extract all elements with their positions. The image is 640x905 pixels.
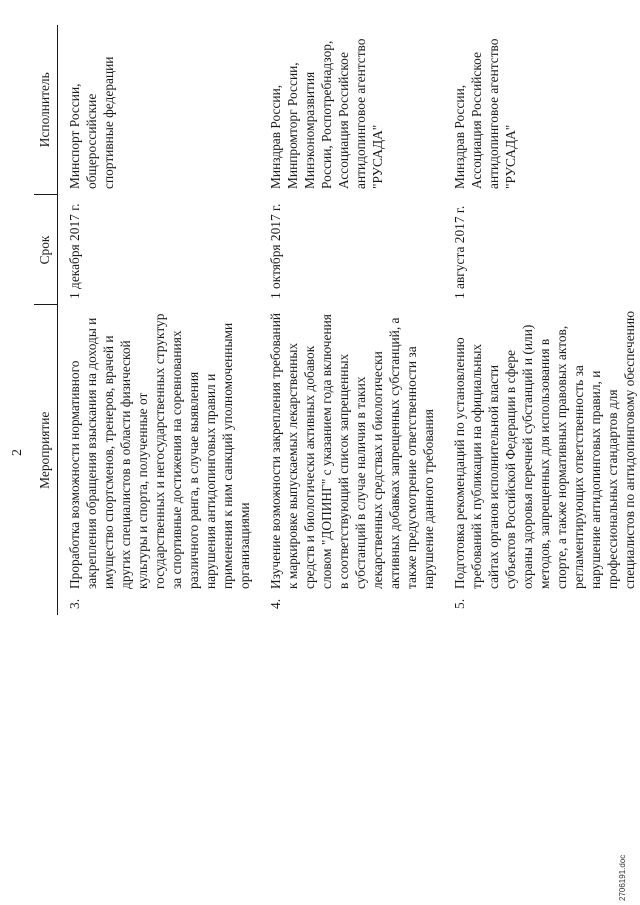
row-deadline: 1 декабря 2017 г. bbox=[67, 203, 82, 299]
row-number: 3. bbox=[67, 598, 82, 609]
row-executor: Минздрав России, Ассоциация Российское антидопинговое агентство "РУСАДА" bbox=[452, 38, 518, 189]
row-executor: Минспорт России, общероссийские спортивные федерации bbox=[67, 56, 116, 189]
measures-table bbox=[34, 25, 640, 615]
row-deadline: 1 октября 2017 г. bbox=[268, 203, 283, 299]
header-executor: Исполнитель bbox=[34, 25, 58, 195]
table-row bbox=[58, 25, 260, 615]
table-header-row bbox=[34, 25, 58, 615]
table-row bbox=[443, 25, 640, 615]
document-id-footer: 2706191.doc bbox=[618, 854, 627, 901]
row-deadline: 1 августа 2017 г. bbox=[452, 205, 467, 299]
table-row bbox=[259, 25, 443, 615]
row-event: Проработка возможности нормативного закрепления обращения взыскания на доходы и имущество спортсменов, тренеров, врачей и других специалистов в области физической культуры и спорта, полученные от государственных и негосударственных структур за спортивные достижения на соревнованиях различного ранга, в случае выявления нарушения антидопинговых правил и применения к ним санкций уполномоченными организациями bbox=[67, 313, 252, 589]
page-number: 2 bbox=[10, 449, 25, 456]
row-number: 4. bbox=[268, 598, 283, 609]
header-deadline: Срок bbox=[34, 195, 58, 305]
header-event: Мероприятие bbox=[34, 305, 58, 595]
row-event: Изучение возможности закрепления требований к маркировке выпускаемых лекарственных средств и биологически активных добавок словом "ДОПИНГ" с указанием года включения в соответствующий список запрещенных субстанций в случае наличия в таких лекарственных средствах и биологически активных добавках запрещенных субстанций, а также предусмотрение ответственности за нарушение данного требования bbox=[268, 312, 436, 589]
header-num bbox=[34, 595, 58, 615]
row-number: 5. bbox=[452, 598, 467, 609]
row-executor: Минздрав России, Минпромторг России, Минэкономразвития России, Роспотребнадзор, Ассоциация Российское антидопинговое агентство "РУСАДА" bbox=[268, 38, 385, 189]
row-event: Подготовка рекомендаций по установлению требований к публикации на официальных сайтах органов исполнительной власти субъектов Российской Федерации в сфере охраны здоровья перечней субстанций и (или) методов, запрещенных для использования в спорте, а также нормативных правовых актов, регламентирующих ответственность за нарушение антидопинговых правил, и профессиональных стандартов для специалистов по антидопинговому обеспечению bbox=[452, 310, 637, 589]
